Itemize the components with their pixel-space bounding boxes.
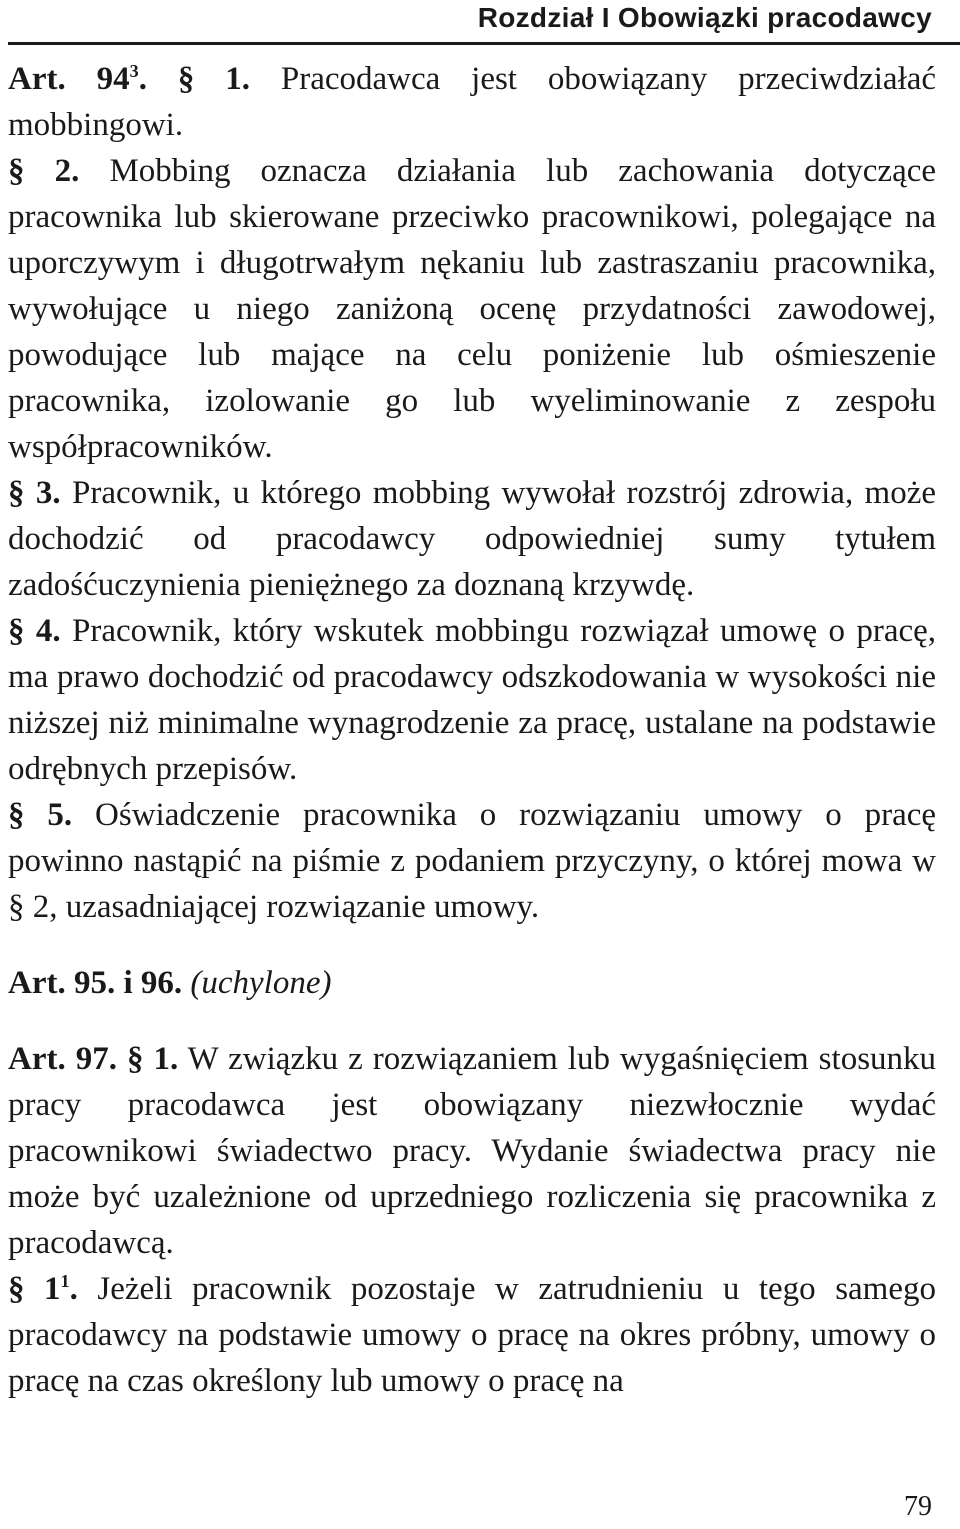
- art97-par1-text: W związku z rozwiązaniem lub wygaśnięciem stosunku pracy pracodawca jest obowiązany niezwłocznie wydać pracownikowi świadectwo pracy. Wydanie świadectwa pracy nie może być uzależnione od uprzedniego rozliczenia się pracownika z pracodawcą.: [8, 1041, 937, 1261]
- art94-par3-text: Pracownik, u którego mobbing wywołał rozstrój zdrowia, może dochodzić od pracodawcy odpowiedniej sumy tytułem zadośćuczynienia pieniężnego za doznaną krzywdę.: [8, 475, 937, 603]
- art94-superscript: 3: [129, 61, 139, 81]
- chapter-header: Rozdział I Obowiązki pracodawcy: [477, 2, 932, 33]
- art94-label: Art. 94: [8, 61, 130, 97]
- art94-par5: [8, 792, 936, 930]
- art97-par1-1: § $1^1$. Jeżeli pracownik pozostaje w zatrudnieniu u tego samego pracodawcy na podstawie umowy o pracę na okres próbny, umowy o pracę na czas określony lub umowy o pracę na: [8, 1271, 936, 1399]
- art94-par3: [8, 470, 936, 608]
- art97-par1: [8, 1036, 936, 1266]
- art94-par4: [8, 608, 936, 792]
- art94-par2-text: Mobbing oznacza działania lub zachowania dotyczące pracownika lub skierowane przeciwko pracownikowi, polegające na uporczywym i długotrwałym nękaniu lub zastraszaniu pracownika, wywołujące u niego zaniżoną ocenę przydatności zawodowej, powodujące lub mające na celu poniżenie lub ośmieszenie pracownika, izolowanie go lub wyeliminowanie z zespołu współpracowników.: [8, 153, 937, 465]
- document-body: [8, 56, 936, 1404]
- art97-par1-1-label: § 1: [8, 1271, 61, 1307]
- art94-par1: Art. $94^3$. § 1. Pracodawca jest obowiązany przeciwdziałać mobbingowi.: [8, 61, 937, 143]
- art94-par1-label: § 1.: [177, 61, 250, 97]
- art95-96-label: Art. 95. i 96.: [8, 965, 183, 1001]
- art94-par2-label: § 2.: [8, 153, 80, 189]
- art94-par2: [8, 148, 936, 470]
- page-number: 79: [904, 1491, 932, 1522]
- art97-par1-1-text: Jeżeli pracownik pozostaje w zatrudnieniu u tego samego pracodawcy na podstawie umowy o pracę na okres próbny, umowy o pracę na czas określony lub umowy o pracę na: [8, 1271, 936, 1399]
- art94-par4-label: § 4.: [8, 613, 61, 649]
- header-rule: [8, 42, 960, 45]
- art94-par5-label: § 5.: [8, 797, 73, 833]
- art94-par4-text: Pracownik, który wskutek mobbingu rozwiązał umowę o pracę, ma prawo dochodzić od pracodawcy odszkodowania w wysokości nie niższej niż minimalne wynagrodzenie za pracę, ustalane na podstawie odrębnych przepisów.: [8, 613, 937, 787]
- art95-96-status: (uchylone): [190, 965, 332, 1001]
- art97-label: Art. 97.: [8, 1041, 117, 1077]
- art95-96: [8, 960, 936, 1006]
- art97-par1-1-superscript: 1: [60, 1271, 70, 1291]
- art94-par5-text: Oświadczenie pracownika o rozwiązaniu umowy o pracę powinno nastąpić na piśmie z podaniem przyczyny, o której mowa w § 2, uzasadniającej rozwiązanie umowy.: [8, 797, 937, 925]
- art94-par3-label: § 3.: [8, 475, 61, 511]
- art94-par1-text: Pracodawca jest obowiązany przeciwdziałać mobbingowi.: [8, 61, 937, 143]
- art97-par1-label: § 1.: [126, 1041, 179, 1077]
